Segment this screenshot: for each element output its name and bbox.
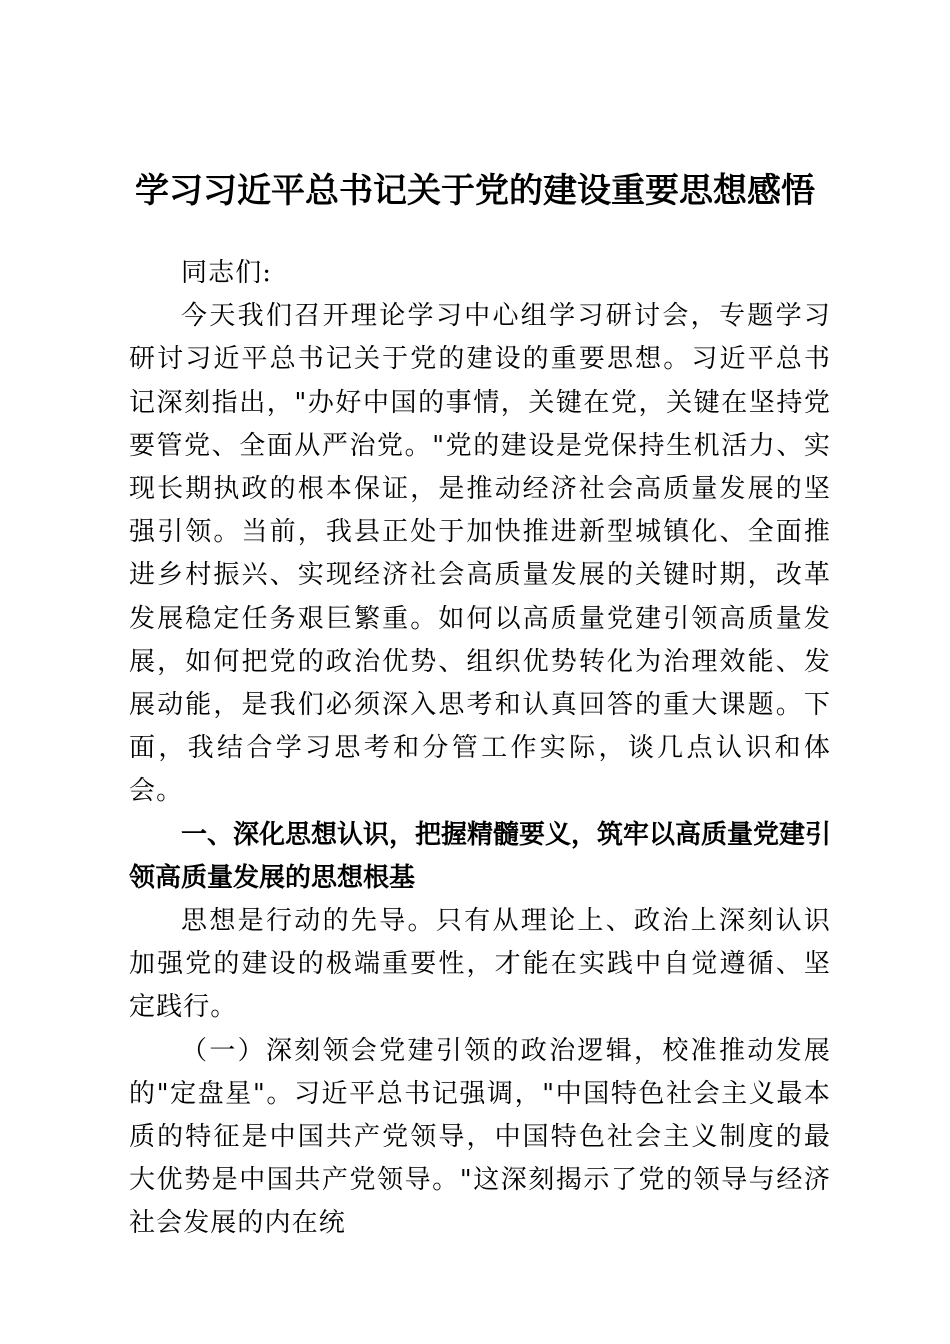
section-intro-paragraph: 思想是行动的先导。只有从理论上、政治上深刻认识加强党的建设的极端重要性，才能在实践中自觉遵循、坚定践行。 xyxy=(129,906,831,1023)
salutation-paragraph: 同志们: xyxy=(181,258,273,288)
subsection-paragraph: （一）深刻领会党建引领的政治逻辑，校准推动发展的"定盘星"。习近平总书记强调，"中国特色社会主义最本质的特征是中国共产党领导，中国特色社会主义制度的最大优势是中国共产党领导。"这深刻揭示了党的领导与经济社会发展的内在统 xyxy=(129,1035,831,1239)
document-body xyxy=(129,252,831,1246)
intro-paragraph: 今天我们召开理论学习中心组学习研讨会，专题学习研讨习近平总书记关于党的建设的重要思想。习近平总书记深刻指出，"办好中国的事情，关键在党，关键在坚持党要管党、全面从严治党。"党的建设是党保持生机活力、实现长期执政的根本保证，是推动经济社会高质量发展的坚强引领。当前，我县正处于加快推进新型城镇化、全面推进乡村振兴、实现经济社会高质量发展的关键时期，改革发展稳定任务艰巨繁重。如何以高质量党建引领高质量发展，如何把党的政治优势、组织优势转化为治理效能、发展动能，是我们必须深入思考和认真回答的重大课题。下面，我结合学习思考和分管工作实际，谈几点认识和体会。 xyxy=(129,301,831,807)
document-title: 学习习近平总书记关于党的建设重要思想感悟 xyxy=(135,171,815,211)
section-heading: 一、深化思想认识，把握精髓要义，筑牢以高质量党建引领高质量发展的思想根基 xyxy=(129,819,832,893)
